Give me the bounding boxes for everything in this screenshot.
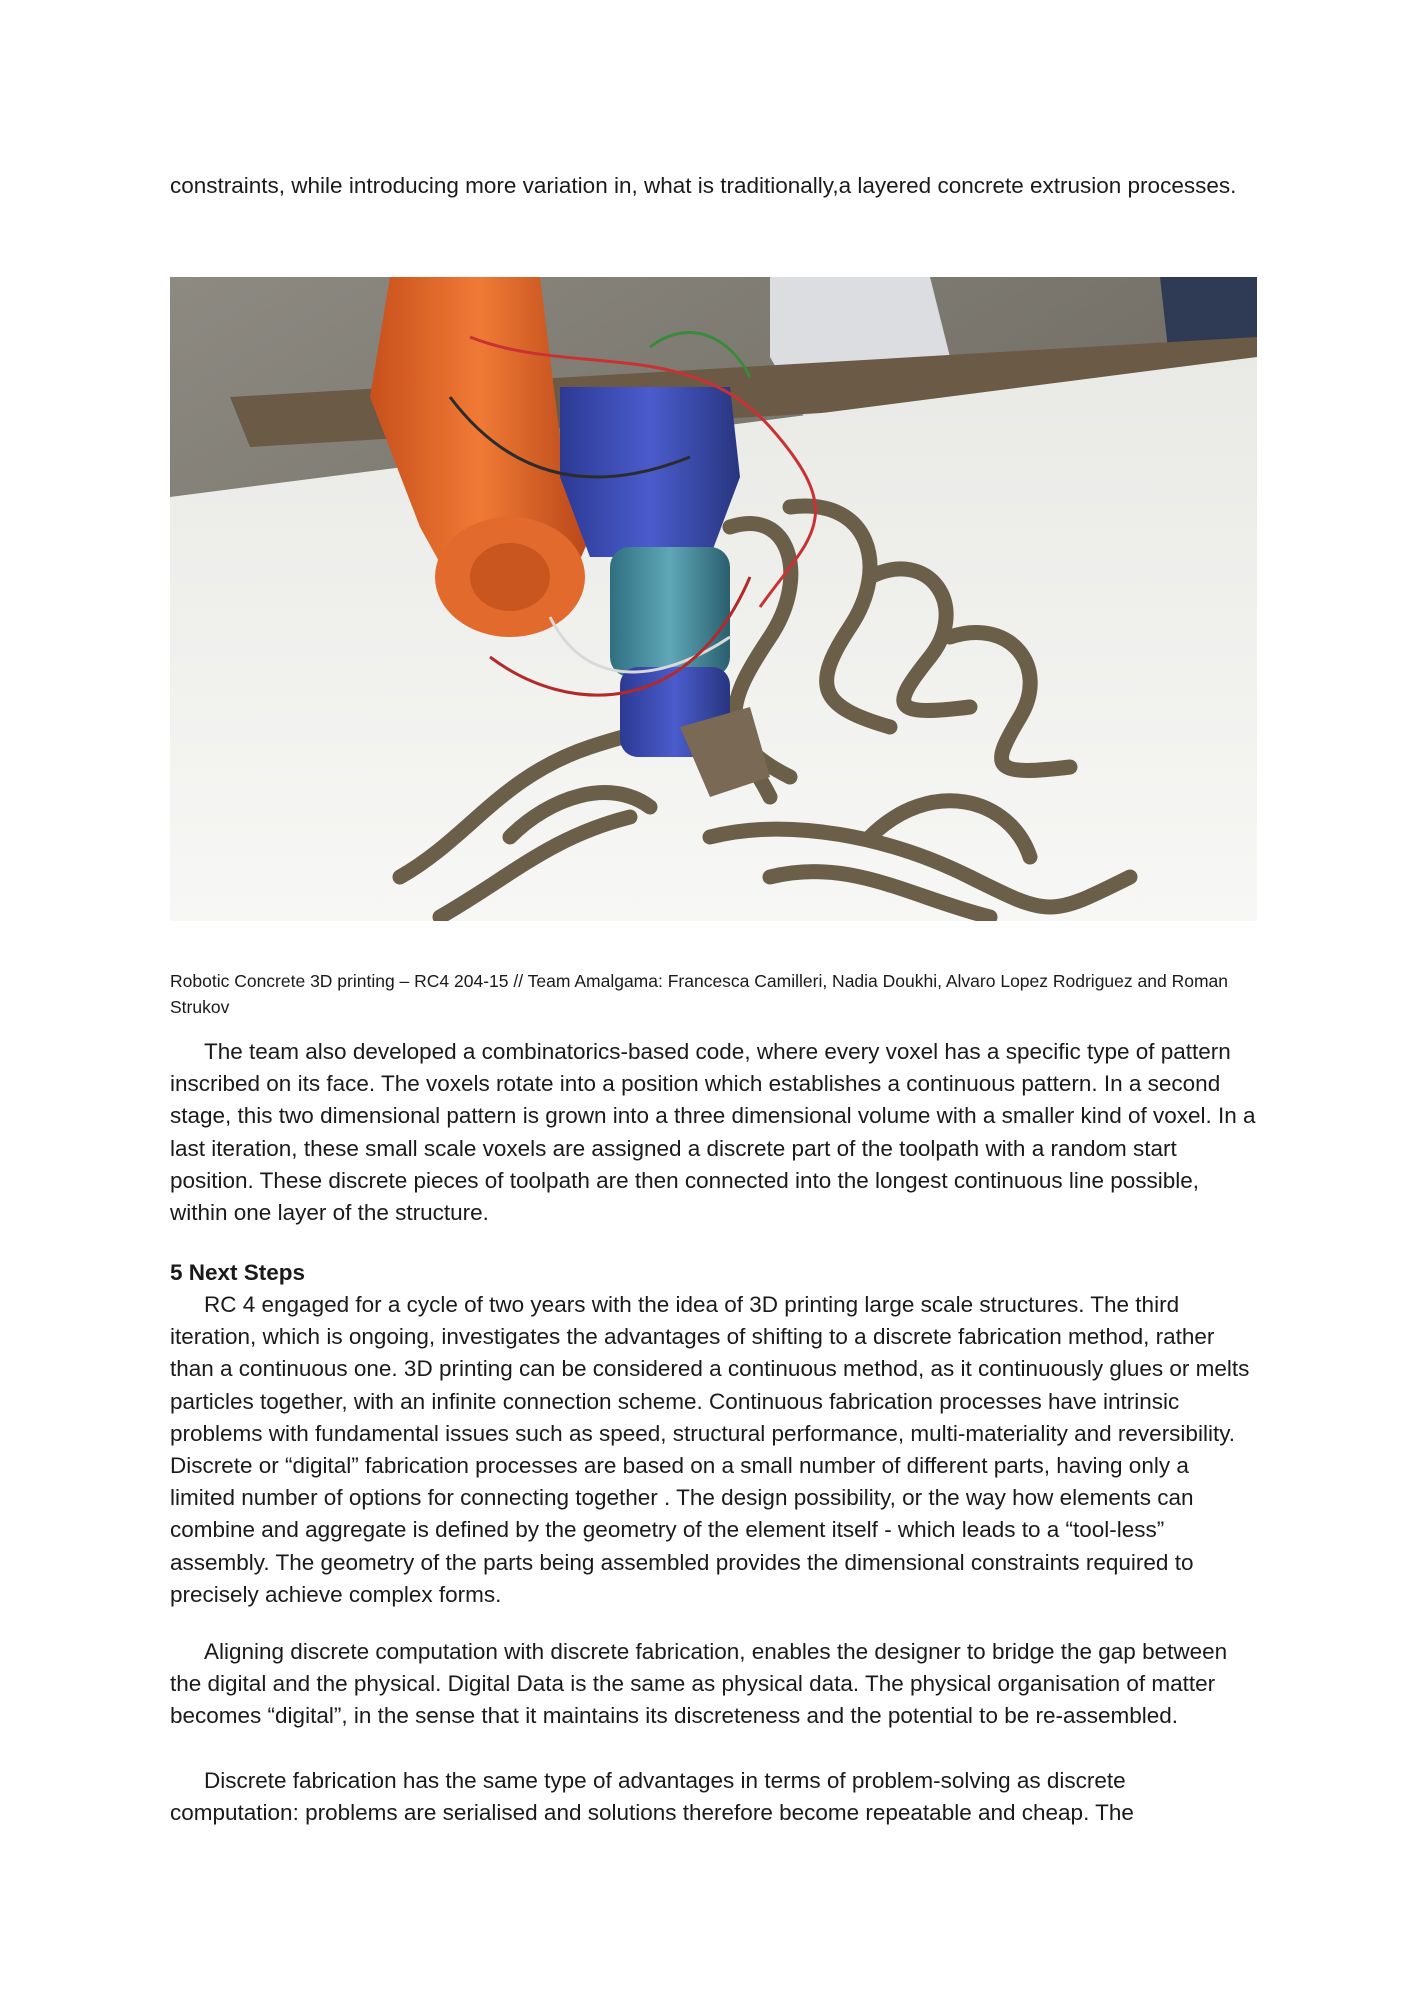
paragraph-discrete-computation: Aligning discrete computation with discrete fabrication, enables the designer to bridge the gap between the digital and the physical. Digital Data is the same as physical data. The physical organisation of matter becomes “digital”, in the sense that it maintains its discreteness and the potential to be re-assembled. [170, 1639, 1228, 1729]
photo-illustration [170, 277, 1257, 921]
extruder-body [610, 547, 730, 677]
figure-caption: Robotic Concrete 3D printing – RC4 204-15 // Team Amalgama: Francesca Camilleri, Nadia Doukhi, Alvaro Lopez Rodriguez and Roman Strukov [170, 970, 1228, 1017]
section-heading: 5 Next Steps [170, 1260, 306, 1285]
paragraph-next-steps: RC 4 engaged for a cycle of two years with the idea of 3D printing large scale structures. The third iteration, which is ongoing, investigates the advantages of shifting to a discrete fabrication method, rather than a continuous one. 3D printing can be considered a continuous method, as it continuously glues or melts particles together, with an infinite connection scheme. Continuous fabrication processes have intrinsic problems with fundamental issues such as speed, structural performance, multi-materiality and reversibility. Discrete or “digital” fabrication processes are based on a small number of different parts, having only a limited number of options for connecting together . The design possibility, or the way how elements can combine and aggregate is defined by the geometry of the element itself - which leads to a “tool-less” assembly. The geometry of the parts being assembled provides the dimensional constraints required to precisely achieve complex forms. [170, 1292, 1250, 1607]
robotic-printing-photo [170, 277, 1257, 921]
print-head-mount [560, 387, 740, 557]
paragraph-discrete-fabrication: Discrete fabrication has the same type of advantages in terms of problem-solving as discrete computation: problems are serialised and solutions therefore become repeatable and cheap. The [170, 1768, 1134, 1826]
paragraph-combinatorics: The team also developed a combinatorics-based code, where every voxel has a specific type of pattern inscribed on its face. The voxels rotate into a position which establishes a continuous pattern. In a second stage, this two dimensional pattern is grown into a three dimensional volume with a smaller kind of voxel. In a last iteration, these small scale voxels are assigned a discrete part of the toolpath with a random start position. These discrete pieces of toolpath are then connected into the longest continuous line possible, within one layer of the structure. [170, 1039, 1256, 1226]
continued-paragraph: constraints, while introducing more variation in, what is traditionally,a layered concrete extrusion processes. [170, 173, 1237, 198]
